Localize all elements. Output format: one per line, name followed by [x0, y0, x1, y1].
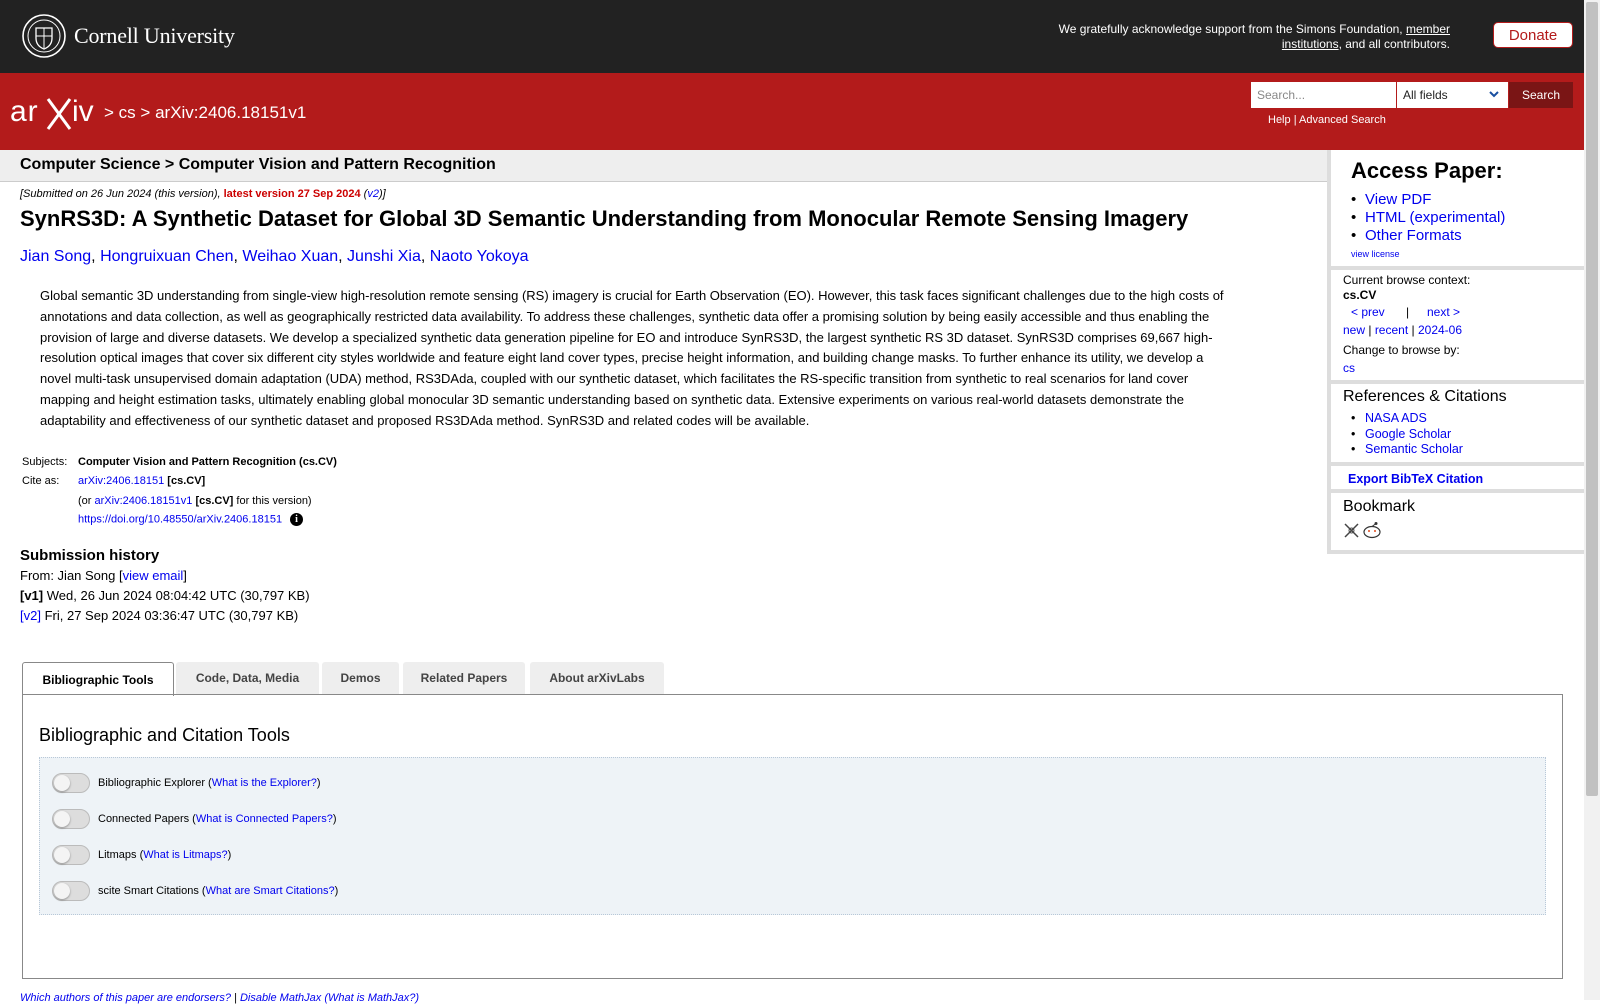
cornell-logo[interactable]: [22, 14, 235, 58]
access-paper-heading: Access Paper:: [1351, 158, 1503, 183]
browse-context-value: cs.CV: [1343, 288, 1377, 302]
arxiv-header: [0, 73, 1584, 150]
abstract: [40, 286, 1290, 432]
tool-info-link[interactable]: What is Litmaps?: [143, 849, 228, 861]
dateline-text: [Submitted on 26 Jun 2024 (this version),: [20, 188, 221, 200]
tool-label-end: ): [316, 777, 321, 789]
bibsonomy-icon[interactable]: [1345, 524, 1358, 537]
bookmark-icons: [1343, 521, 1383, 539]
tool-label: scite Smart Citations (: [98, 885, 206, 897]
reddit-icon[interactable]: [1364, 522, 1380, 538]
explorer-toggle[interactable]: [52, 773, 90, 793]
tool-label-end: ): [332, 813, 337, 825]
tab-related-papers[interactable]: Related Papers: [403, 662, 525, 694]
nasa-ads-link[interactable]: NASA ADS: [1365, 411, 1427, 425]
view-license-link[interactable]: view license: [1351, 249, 1400, 259]
version-v2: [20, 608, 298, 623]
arxiv-logo[interactable]: [10, 93, 100, 133]
abstract-line: Global semantic 3D understanding from single-view high-resolution remote sensing (RS) imagery is crucial for Earth Observation (EO). However, this task faces significant challenges due to the high costs of: [40, 288, 1224, 303]
footer-separator: |: [234, 992, 237, 1004]
tools-title: Bibliographic and Citation Tools: [39, 725, 290, 745]
access-paper-box: [1327, 150, 1584, 270]
advanced-search-link[interactable]: Advanced Search: [1299, 114, 1386, 126]
abstract-line: novel multi-task unsupervised domain adaptation (UDA) method, RS3DAda, coupled with our synthetic dataset, which facilitates the RS-specific transition from synthetic to real scenarios for land cover: [40, 371, 1189, 387]
support-acknowledgement: [1030, 22, 1450, 52]
breadcrumb: [104, 103, 306, 123]
html-link[interactable]: HTML (experimental): [1365, 209, 1506, 226]
v2-date: Fri, 27 Sep 2024 03:36:47 UTC (30,797 KB): [44, 608, 299, 623]
bookmark-heading: Bookmark: [1343, 498, 1416, 515]
breadcrumb-separator: >: [140, 103, 151, 122]
latest-version-note: latest version 27 Sep 2024: [223, 188, 361, 200]
cornell-seal-icon: [22, 14, 66, 58]
references-box: [1327, 384, 1584, 466]
tab-about-arxivlabs[interactable]: About arXivLabs: [530, 662, 664, 694]
tool-info-link[interactable]: What is the Explorer?: [211, 777, 317, 789]
tab-code-data-media[interactable]: Code, Data, Media: [176, 662, 319, 694]
abstract-line: resolution optical images that cover six different city styles worldwide and feature eight land cover types, precise height information, and building change masks. To further enhance its utility, we develop a: [40, 350, 1204, 366]
browse-period-links: new | recent | 2024-06: [1343, 323, 1463, 337]
doi-link[interactable]: https://doi.org/10.48550/arXiv.2406.18151: [78, 513, 283, 526]
tool-row-explorer: [52, 773, 321, 793]
search-input[interactable]: [1251, 82, 1396, 108]
submitter-text: From: Jian Song [: [20, 568, 123, 583]
subjects-label: Subjects:: [22, 456, 68, 468]
tab-demos[interactable]: Demos: [322, 662, 399, 694]
browse-context-label: Current browse context:: [1343, 273, 1471, 287]
tools-box: [39, 757, 1546, 915]
donate-button[interactable]: Donate: [1493, 22, 1573, 48]
top-banner: [0, 0, 1584, 73]
tool-row-connected-papers: [52, 809, 336, 829]
connected-papers-toggle[interactable]: [52, 809, 90, 829]
ack-text: We gratefully acknowledge support from the Simons Foundation,: [1058, 22, 1403, 36]
dateline-end: ]: [382, 188, 386, 200]
help-links: [1268, 114, 1386, 126]
abstract-line: adaptability and effectiveness of our synthetic dataset and proposed RS3DAda method. SynRS3D and related codes will be available.: [40, 412, 810, 428]
abstract-line: mapping and height estimation tasks, ultimately enabling global monocular 3D semantic understanding based on synthetic data. Extensive experiments on various real-world datasets demonstrate the: [40, 391, 1184, 407]
tab-bibliographic-tools[interactable]: Bibliographic Tools: [22, 662, 174, 696]
university-name: Cornell University: [74, 23, 235, 48]
paper-title: SynRS3D: A Synthetic Dataset for Global 3D Semantic Understanding from Monocular Remote Sensing Imagery: [20, 206, 1189, 231]
abstract-line: annotations and data collection, as well as geographically restricted data availability. To address these challenges, synthetic data offer a promising solution by being easily accessible and thus enabling the: [40, 308, 1210, 324]
v2-link[interactable]: v2: [367, 188, 379, 200]
access-links: [1365, 191, 1505, 245]
member-institutions-link[interactable]: member institutions: [1281, 22, 1450, 51]
or-post-text: for this version): [236, 495, 312, 507]
tool-label-end: ): [227, 849, 232, 861]
category-heading: Computer Science > Computer Vision and Pattern Recognition: [20, 156, 496, 173]
tool-label: Connected Papers (: [98, 813, 196, 825]
change-browse-label: Change to browse by:: [1343, 343, 1460, 357]
references-links: [1365, 411, 1463, 458]
author-link[interactable]: Naoto Yokoya: [429, 248, 529, 265]
semantic-scholar-link[interactable]: Semantic Scholar: [1365, 442, 1463, 456]
author-link[interactable]: Weihao Xuan: [242, 248, 339, 265]
scrollbar-thumb[interactable]: [1586, 2, 1598, 796]
search-field-value: All fields: [1403, 88, 1448, 102]
cite-label: Cite as:: [22, 475, 60, 487]
tool-info-link[interactable]: What are Smart Citations?: [205, 885, 335, 897]
other-formats-link[interactable]: Other Formats: [1365, 227, 1462, 244]
breadcrumb-paper-id: arXiv:2406.18151v1: [155, 103, 307, 122]
view-pdf-link[interactable]: View PDF: [1365, 191, 1432, 208]
next-link[interactable]: next >: [1427, 305, 1461, 319]
submission-dateline: [Submitted on 26 Jun 2024 (this version), latest version 27 Sep 2024 (v2)]: [20, 188, 386, 200]
tab-panel: [22, 694, 1563, 979]
version-id-link[interactable]: arXiv:2406.18151v1: [94, 495, 193, 507]
browse-context-box: [1327, 270, 1584, 384]
search-field-select[interactable]: [1397, 82, 1508, 108]
breadcrumb-cs[interactable]: cs: [118, 103, 136, 122]
ack-text-end: , and all contributors.: [1338, 37, 1450, 51]
tool-row-scite: [52, 881, 338, 901]
tool-label-end: ): [334, 885, 339, 897]
prev-link[interactable]: < prev: [1351, 305, 1385, 319]
help-separator: |: [1293, 114, 1297, 126]
export-box: [1327, 466, 1584, 493]
tool-row-litmaps: [52, 845, 231, 865]
svg-text:iv: iv: [72, 95, 94, 128]
what-is-mathjax-link[interactable]: (What is MathJax?): [324, 992, 420, 1004]
page-scrollbar[interactable]: [1584, 0, 1600, 1000]
footer-links: [20, 992, 419, 1004]
disable-mathjax-link[interactable]: Disable MathJax: [239, 992, 322, 1004]
author-link[interactable]: Junshi Xia: [347, 248, 421, 265]
month-link[interactable]: 2024-06: [1417, 323, 1463, 337]
info-icon[interactable]: i: [290, 513, 303, 526]
author-list: Jian Song, Hongruixuan Chen, Weihao Xuan, Junshi Xia, Naoto Yokoya: [20, 248, 529, 265]
v1-date: Wed, 26 Jun 2024 08:04:42 UTC (30,797 KB): [46, 588, 310, 603]
category-heading-bar: [0, 150, 1327, 182]
cite-id-link[interactable]: arXiv:2406.18151: [78, 475, 165, 487]
version-category: [cs.CV]: [195, 495, 234, 507]
author-link[interactable]: Jian Song: [20, 248, 92, 265]
recent-link[interactable]: recent: [1374, 323, 1409, 337]
svg-text:ar: ar: [10, 95, 39, 128]
new-link[interactable]: new: [1343, 323, 1366, 337]
or-text: (or: [78, 495, 92, 507]
litmaps-toggle[interactable]: [52, 845, 90, 865]
endorsers-link[interactable]: Which authors of this paper are endorsers?: [20, 992, 231, 1004]
v2-history-link[interactable]: [v2]: [20, 608, 41, 623]
subjects-value: Computer Vision and Pattern Recognition (cs.CV): [78, 456, 337, 468]
browse-cs-link[interactable]: cs: [1343, 361, 1355, 375]
bookmark-box: [1327, 493, 1584, 554]
v1-label: [v1]: [20, 588, 44, 603]
abstract-line: provision of large and diverse datasets. We develop a specialized synthetic data generation pipeline for EO and introduce SynRS3D, the largest synthetic RS 3D dataset. SynRS3D comprises 69,667 high-: [40, 329, 1213, 345]
export-bibtex-link[interactable]: Export BibTeX Citation: [1348, 472, 1484, 486]
version-v1: [20, 588, 310, 603]
breadcrumb-separator: >: [104, 103, 114, 122]
help-link[interactable]: Help: [1268, 114, 1291, 126]
references-heading: References & Citations: [1343, 388, 1507, 405]
submitter-text-end: ]: [183, 568, 187, 583]
tool-info-link[interactable]: What is Connected Papers?: [195, 813, 333, 825]
search-button[interactable]: Search: [1509, 82, 1573, 108]
tool-label: Bibliographic Explorer (: [98, 777, 212, 789]
cite-category: [cs.CV]: [167, 475, 206, 487]
view-email-link[interactable]: view email: [122, 568, 184, 583]
scite-toggle[interactable]: [52, 881, 90, 901]
tool-label: Litmaps (: [98, 849, 144, 861]
chevron-down-icon: [1488, 88, 1500, 100]
nav-separator: |: [1406, 305, 1410, 319]
submitter-line: [20, 568, 187, 583]
author-link[interactable]: Hongruixuan Chen: [100, 248, 234, 265]
google-scholar-link[interactable]: Google Scholar: [1365, 426, 1452, 441]
submission-history-heading: Submission history: [20, 547, 160, 564]
